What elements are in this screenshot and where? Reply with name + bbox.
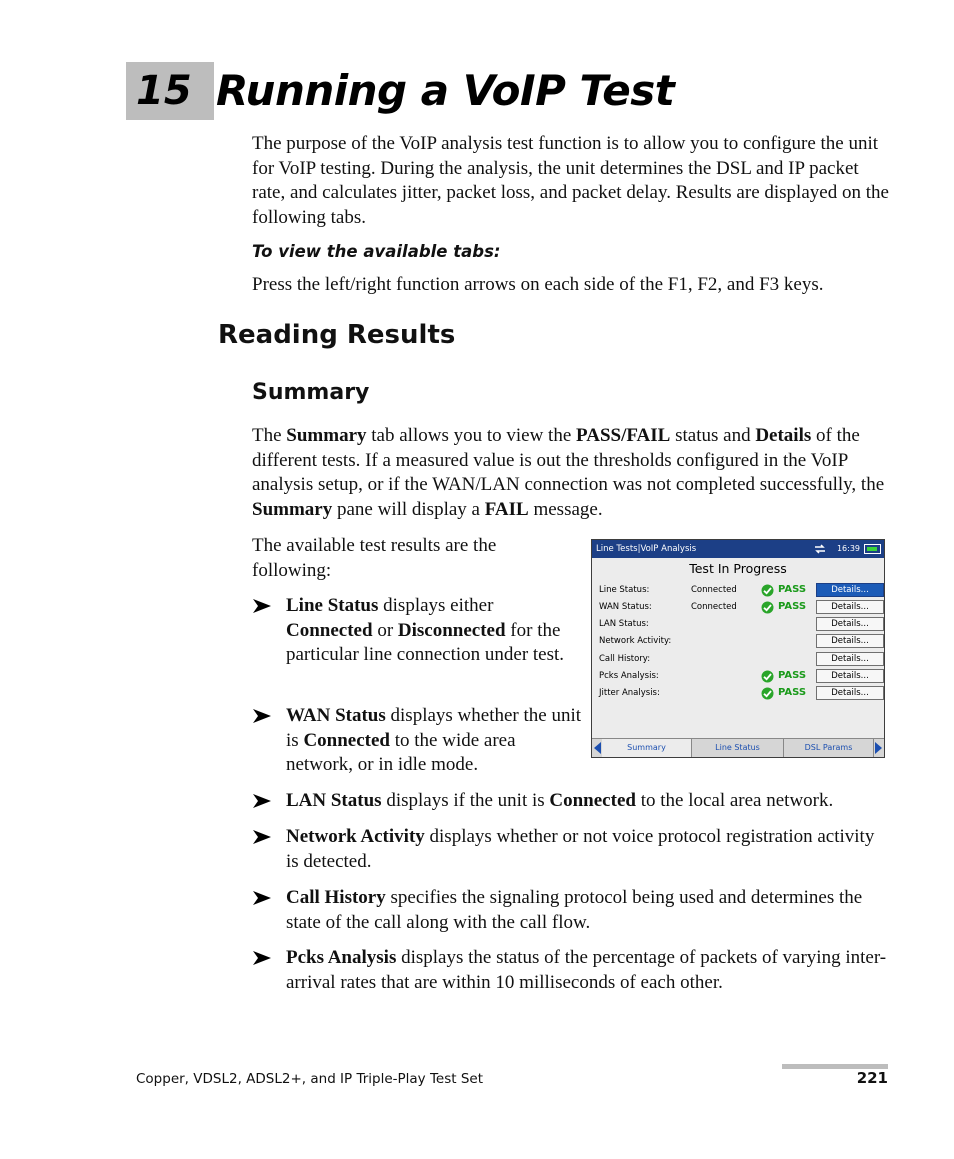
footer-title: Copper, VDSL2, ADSL2+, and IP Triple-Play Test Set — [136, 1071, 484, 1087]
bullet-text: displays if the unit is — [381, 790, 550, 811]
battery-icon — [864, 544, 881, 554]
bullet-text: for the particular line connection under test. — [286, 619, 565, 665]
details-button[interactable]: Details... — [816, 583, 884, 597]
summary-paragraph — [252, 424, 892, 522]
arrow-bullet-icon — [252, 792, 272, 810]
table-row — [599, 685, 883, 702]
bullet-text: displays either — [378, 595, 494, 616]
row-label: Network Activity: — [599, 636, 672, 646]
row-result: PASS — [778, 584, 807, 595]
row-result: PASS — [778, 601, 807, 612]
row-label: Line Status: — [599, 585, 650, 595]
subsection-heading: Summary — [252, 380, 370, 405]
row-label: WAN Status: — [599, 602, 652, 612]
check-icon — [761, 670, 774, 683]
bullet-text: or — [372, 619, 398, 641]
network-icon — [814, 544, 826, 554]
bullet-text: specifies the signaling protocol being used and determines the state of the call along with the call flow. — [286, 887, 863, 933]
arrow-bullet-icon — [252, 707, 272, 725]
details-button[interactable]: Details... — [816, 652, 884, 666]
bullet-term: Connected — [549, 790, 636, 811]
summary-bold: Summary — [252, 498, 333, 520]
tab-dsl-params[interactable]: DSL Params — [784, 739, 874, 757]
table-row — [599, 651, 883, 668]
bullet-term: Call History — [286, 887, 386, 908]
details-button[interactable]: Details... — [816, 669, 884, 683]
intro-paragraph: The purpose of the VoIP analysis test function is to allow you to configure the unit for VoIP testing. During the analysis, the unit determines the DSL and IP packet rate, and calculates jitter, packet loss, and packet delay. Results are displayed on the following tabs. — [252, 133, 889, 228]
section-heading: Reading Results — [218, 320, 456, 350]
tab-left-arrow-icon[interactable] — [594, 742, 601, 754]
arrow-bullet-icon — [252, 597, 272, 615]
device-titlebar — [592, 540, 884, 558]
device-heading: Test In Progress — [689, 561, 787, 576]
procedure-heading: To view the available tabs: — [252, 242, 501, 261]
details-button[interactable]: Details... — [816, 634, 884, 648]
procedure-text: Press the left/right function arrows on each side of the F1, F2, and F3 keys. — [252, 274, 824, 295]
page-number: 221 — [856, 1069, 888, 1087]
details-bold: Details — [755, 425, 812, 446]
list-item — [252, 886, 888, 935]
bullet-text: to the wide area network, or in idle mode. — [286, 729, 516, 775]
row-label: Call History: — [599, 654, 651, 664]
arrow-bullet-icon — [252, 949, 272, 967]
check-icon — [761, 584, 774, 597]
row-result: PASS — [778, 670, 807, 681]
table-row — [599, 633, 883, 650]
table-row — [599, 616, 883, 633]
row-status: Connected — [691, 585, 737, 595]
summary-text: message. — [528, 498, 603, 520]
bullet-text: to the local area network. — [635, 790, 834, 811]
row-label: Pcks Analysis: — [599, 671, 659, 681]
bullet-term: Network Activity — [286, 826, 425, 847]
bullet-term: Connected — [286, 619, 373, 641]
summary-bold: Summary — [286, 425, 367, 446]
tab-line-status[interactable]: Line Status — [692, 739, 784, 757]
check-icon — [761, 601, 774, 614]
results-panel — [594, 578, 882, 738]
device-clock: 16:39 — [836, 544, 860, 553]
bullet-term: LAN Status — [286, 790, 382, 811]
arrow-bullet-icon — [252, 889, 272, 907]
device-title: Line Tests|VoIP Analysis — [596, 544, 697, 554]
list-item — [252, 789, 888, 814]
check-icon — [761, 687, 774, 700]
bullet-text: displays whether the unit is — [286, 705, 582, 751]
list-item — [252, 704, 582, 778]
row-label: Jitter Analysis: — [599, 688, 660, 698]
bullet-text: displays the status of the percentage of packets of varying inter-arrival rates that are within 10 milliseconds of each other. — [286, 947, 887, 993]
fail-bold: FAIL — [484, 498, 529, 520]
bullet-term: Connected — [303, 729, 390, 751]
list-item — [252, 594, 582, 668]
tab-right-arrow-icon[interactable] — [875, 742, 882, 754]
table-row — [599, 582, 883, 599]
row-status: Connected — [691, 602, 737, 612]
device-tab-bar — [592, 738, 884, 758]
bullet-term: WAN Status — [286, 705, 386, 726]
chapter-title: Running a VoIP Test — [216, 66, 675, 115]
pass-fail-bold: PASS/FAIL — [576, 425, 671, 446]
bullet-text: displays whether or not voice protocol registration activity is detected. — [286, 826, 875, 872]
bullet-term: Pcks Analysis — [286, 947, 397, 968]
details-button[interactable]: Details... — [816, 600, 884, 614]
row-label: LAN Status: — [599, 619, 649, 629]
summary-text: tab allows you to view the — [366, 425, 577, 446]
tab-summary[interactable]: Summary — [602, 739, 692, 757]
summary-text: pane will display a — [332, 498, 485, 520]
bullet-term: Disconnected — [397, 619, 506, 641]
results-intro: The available test results are the following: — [252, 535, 497, 581]
table-row — [599, 599, 883, 616]
row-result: PASS — [778, 687, 807, 698]
summary-text: The — [252, 425, 287, 446]
arrow-bullet-icon — [252, 828, 272, 846]
details-button[interactable]: Details... — [816, 686, 884, 700]
table-row — [599, 668, 883, 685]
chapter-number: 15 — [126, 62, 214, 120]
list-item — [252, 946, 888, 995]
list-item — [252, 825, 888, 874]
bullet-term: Line Status — [286, 595, 379, 616]
details-button[interactable]: Details... — [816, 617, 884, 631]
summary-text: of the different tests. If a measured value is out the thresholds configured in the VoIP analysis setup, or if the WAN/LAN connection was not completed successfully, the — [252, 425, 885, 495]
device-screenshot — [591, 539, 885, 758]
summary-text: status and — [670, 425, 756, 446]
